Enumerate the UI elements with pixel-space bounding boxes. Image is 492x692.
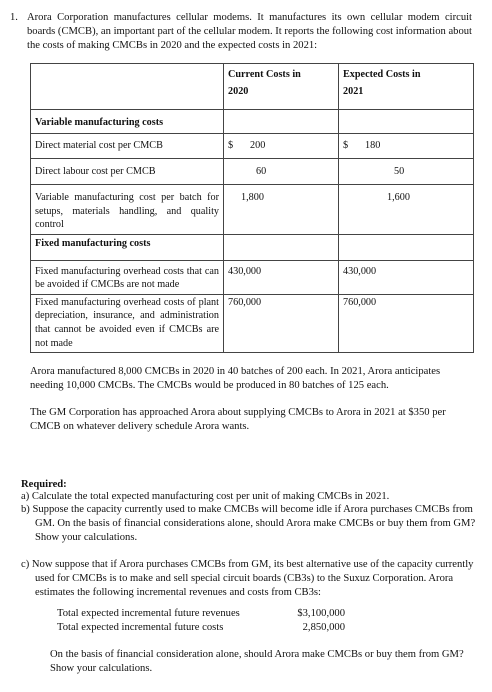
current-cost-cell bbox=[224, 134, 339, 159]
empty-cell bbox=[224, 110, 339, 134]
cb3-row-revenues bbox=[57, 607, 345, 621]
gm-offer-paragraph: The GM Corporation has approached Arora about supplying CMCBs to Arora in 2021 at $350 per CMCB on whatever delivery schedule Arora wants. bbox=[30, 407, 446, 432]
table-row bbox=[31, 134, 474, 159]
expected-cost-value: 430,000 bbox=[339, 260, 474, 294]
requirement-a: a) Calculate the total expected manufacturing cost per unit of making CMCBs in 2021. bbox=[21, 491, 390, 502]
cb3-costs-label: Total expected incremental future costs bbox=[57, 621, 224, 633]
expected-cost-cell bbox=[339, 134, 474, 159]
expected-cost-value: 760,000 bbox=[339, 294, 474, 352]
row-label: Fixed manufacturing overhead costs that can be avoided if CMCBs are not made bbox=[31, 260, 224, 294]
expected-cost-value: 180 bbox=[365, 140, 381, 151]
header-current-line2: 2020 bbox=[228, 85, 249, 97]
header-current-costs bbox=[224, 64, 339, 110]
current-cost-value: 200 bbox=[250, 140, 266, 151]
table-header-row bbox=[31, 64, 474, 110]
empty-cell bbox=[339, 110, 474, 134]
empty-cell bbox=[224, 234, 339, 260]
currency-symbol: $ bbox=[343, 140, 349, 151]
table-row bbox=[31, 159, 474, 185]
cb3-revenues-label: Total expected incremental future revenues bbox=[57, 608, 240, 619]
question-number: 1. bbox=[10, 12, 18, 23]
table-row bbox=[31, 294, 474, 352]
current-cost-value: 760,000 bbox=[224, 294, 339, 352]
intro-paragraph: Arora Corporation manufactures cellular modems. It manufactures its own cellular modem circuit boards (CMCB), an important part of the cellular modem. It reports the following cost information about the costs of making CMCBs in 2020 and the expected costs in 2021: bbox=[27, 12, 472, 51]
header-expected-costs bbox=[339, 64, 474, 110]
header-current-line1: Current Costs in bbox=[228, 69, 301, 80]
section-row-fixed bbox=[31, 234, 474, 260]
table-row bbox=[31, 260, 474, 294]
current-cost-value: 430,000 bbox=[224, 260, 339, 294]
header-blank-cell bbox=[31, 64, 224, 110]
table-row bbox=[31, 185, 474, 235]
row-label: Direct material cost per CMCB bbox=[31, 134, 224, 159]
variable-costs-heading: Variable manufacturing costs bbox=[31, 110, 224, 134]
fixed-costs-heading: Fixed manufacturing costs bbox=[31, 234, 224, 260]
requirement-c: c) Now suppose that if Arora purchases CMCBs from GM, its best alternative use of the capacity currently used for CMCBs is to make and sell special circuit boards (CB3s) to the Suxuz Corporation. Arora estimates the following incremental revenues and costs from CB3s: bbox=[21, 559, 474, 598]
cb3-costs-value: 2,850,000 bbox=[302, 621, 345, 633]
empty-cell bbox=[339, 234, 474, 260]
required-heading: Required: bbox=[21, 479, 67, 490]
cb3-revenues-value: $3,100,000 bbox=[297, 608, 345, 619]
production-paragraph: Arora manufactured 8,000 CMCBs in 2020 in 40 batches of 200 each. In 2021, Arora anticipates needing 10,000 CMCBs. The CMCBs would be produced in 80 batches of 125 each. bbox=[30, 366, 441, 391]
row-label: Direct labour cost per CMCB bbox=[31, 159, 224, 185]
expected-cost-value: 50 bbox=[339, 159, 474, 185]
header-expected-line1: Expected Costs in bbox=[343, 69, 421, 80]
cost-table bbox=[30, 63, 474, 353]
current-cost-value: 60 bbox=[224, 159, 339, 185]
row-label: Fixed manufacturing overhead costs of plant depreciation, insurance, and administration that cannot be avoided even if CMCBs are not made bbox=[31, 294, 224, 352]
final-question: On the basis of financial consideration alone, should Arora make CMCBs or buy them from GM? Show your calculations. bbox=[50, 649, 464, 674]
cb3-estimates bbox=[57, 607, 345, 635]
requirement-b: b) Suppose the capacity currently used to make CMCBs will become idle if Arora purchases CMCBs from GM. On the basis of financial considerations alone, should Arora make CMCBs or buy them from GM? Show your calculations. bbox=[21, 504, 476, 543]
section-row-variable bbox=[31, 110, 474, 134]
current-cost-value: 1,800 bbox=[224, 185, 339, 235]
expected-cost-value: 1,600 bbox=[339, 185, 474, 235]
row-label: Variable manufacturing cost per batch for setups, materials handling, and quality control bbox=[31, 185, 224, 235]
currency-symbol: $ bbox=[228, 140, 234, 151]
cb3-row-costs bbox=[57, 621, 345, 635]
header-expected-line2: 2021 bbox=[343, 85, 364, 97]
